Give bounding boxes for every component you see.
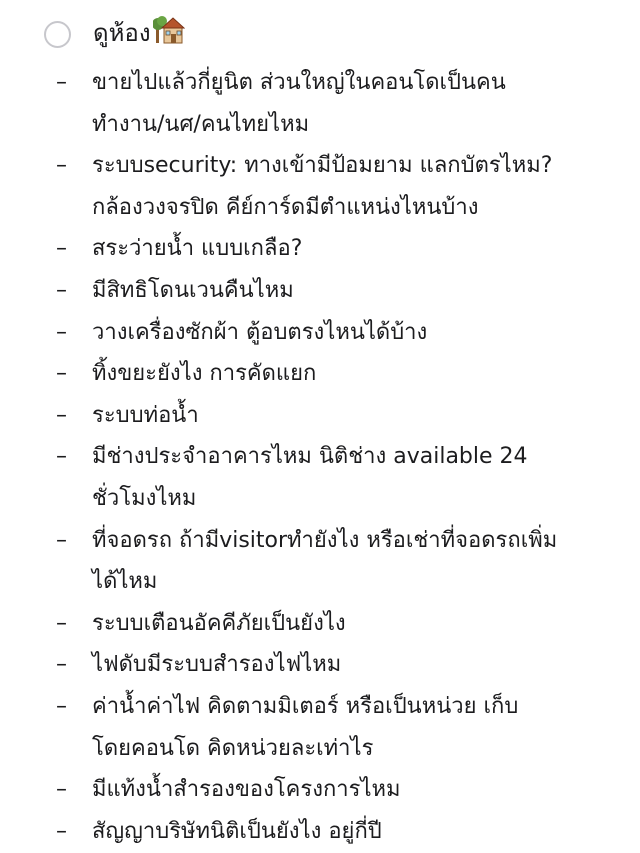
list-item-text[interactable]: มีสิทธิโดนเวนคืนไหม <box>92 277 294 303</box>
list-item[interactable] <box>56 520 626 603</box>
dash-bullet: – <box>56 153 67 179</box>
dash-bullet: – <box>56 777 67 803</box>
list-item-text[interactable]: ที่จอดรถ ถ้ามีvisitorทำยังไง หรือเช่าที่จอดรถเพิ่ม ได้ไหม <box>92 527 558 595</box>
list-item[interactable] <box>56 811 626 853</box>
list-item[interactable] <box>56 145 626 228</box>
list-item[interactable] <box>56 436 626 519</box>
list-item-text[interactable]: สัญญาบริษัทนิติเป็นยังไง อยู่กี่ปี <box>92 818 382 844</box>
list-item-text[interactable]: ทิ้งขยะยังไง การคัดแยก <box>92 361 317 387</box>
checklist-title[interactable]: ดูห้อง <box>93 19 151 47</box>
list-item-text[interactable]: ค่าน้ำค่าไฟ คิดตามมิเตอร์ หรือเป็นหน่วย เก็บ โดยคอนโด คิดหน่วยละเท่าไร <box>92 693 519 761</box>
dash-bullet: – <box>56 693 67 719</box>
dash-bullet: – <box>56 527 67 553</box>
list-item-text[interactable]: ขายไปแล้วกี่ยูนิต ส่วนใหญ่ในคอนโดเป็นคน ทำงาน/นศ/คนไทยไหม <box>92 70 506 137</box>
dash-bullet: – <box>56 444 67 470</box>
dash-bullet: – <box>56 236 67 262</box>
list-item-text[interactable]: วางเครื่องซักผ้า ตู้อบตรงไหนได้บ้าง <box>92 319 428 345</box>
dash-bullet: – <box>56 610 67 636</box>
list-item-text[interactable]: มีแท้งน้ำสำรองของโครงการไหม <box>92 777 401 803</box>
list-item[interactable] <box>56 769 626 811</box>
list-item[interactable] <box>56 62 626 145</box>
dash-bullet: – <box>56 70 67 95</box>
list-item[interactable] <box>56 644 626 686</box>
list-item-text[interactable]: มีช่างประจำอาคารไหม นิติช่าง available 24 ชั่วโมงไหม <box>92 444 528 511</box>
house-icon <box>153 14 185 54</box>
dash-bullet: – <box>56 818 67 844</box>
list-item[interactable] <box>56 686 626 769</box>
checklist-header <box>44 16 185 52</box>
list-item[interactable] <box>56 312 626 354</box>
list-item[interactable] <box>56 395 626 437</box>
list-item-text[interactable]: ระบบเตือนอัคคีภัยเป็นยังไง <box>92 610 346 636</box>
dash-bullet: – <box>56 361 67 387</box>
list-item-text[interactable]: สระว่ายน้ำ แบบเกลือ? <box>92 236 303 262</box>
dash-bullet: – <box>56 277 67 303</box>
checklist-title-row[interactable] <box>93 14 185 54</box>
list-item[interactable] <box>56 353 626 395</box>
list-item-text[interactable]: ระบบsecurity: ทางเข้ามีป้อมยาม แลกบัตรไหม? กล้องวงจรปิด คีย์การ์ดมีตำแหน่งไหนบ้าง <box>92 153 553 220</box>
list-item[interactable] <box>56 228 626 270</box>
dash-bullet: – <box>56 652 67 678</box>
dash-bullet: – <box>56 402 67 428</box>
list-item[interactable] <box>56 603 626 645</box>
dash-bullet: – <box>56 319 67 345</box>
checkbox[interactable] <box>44 21 71 48</box>
list-item-text[interactable]: ระบบท่อน้ำ <box>92 402 199 428</box>
bullet-list <box>56 62 626 852</box>
list-item[interactable] <box>56 270 626 312</box>
list-item-text[interactable]: ไฟดับมีระบบสำรองไฟไหม <box>92 652 342 678</box>
